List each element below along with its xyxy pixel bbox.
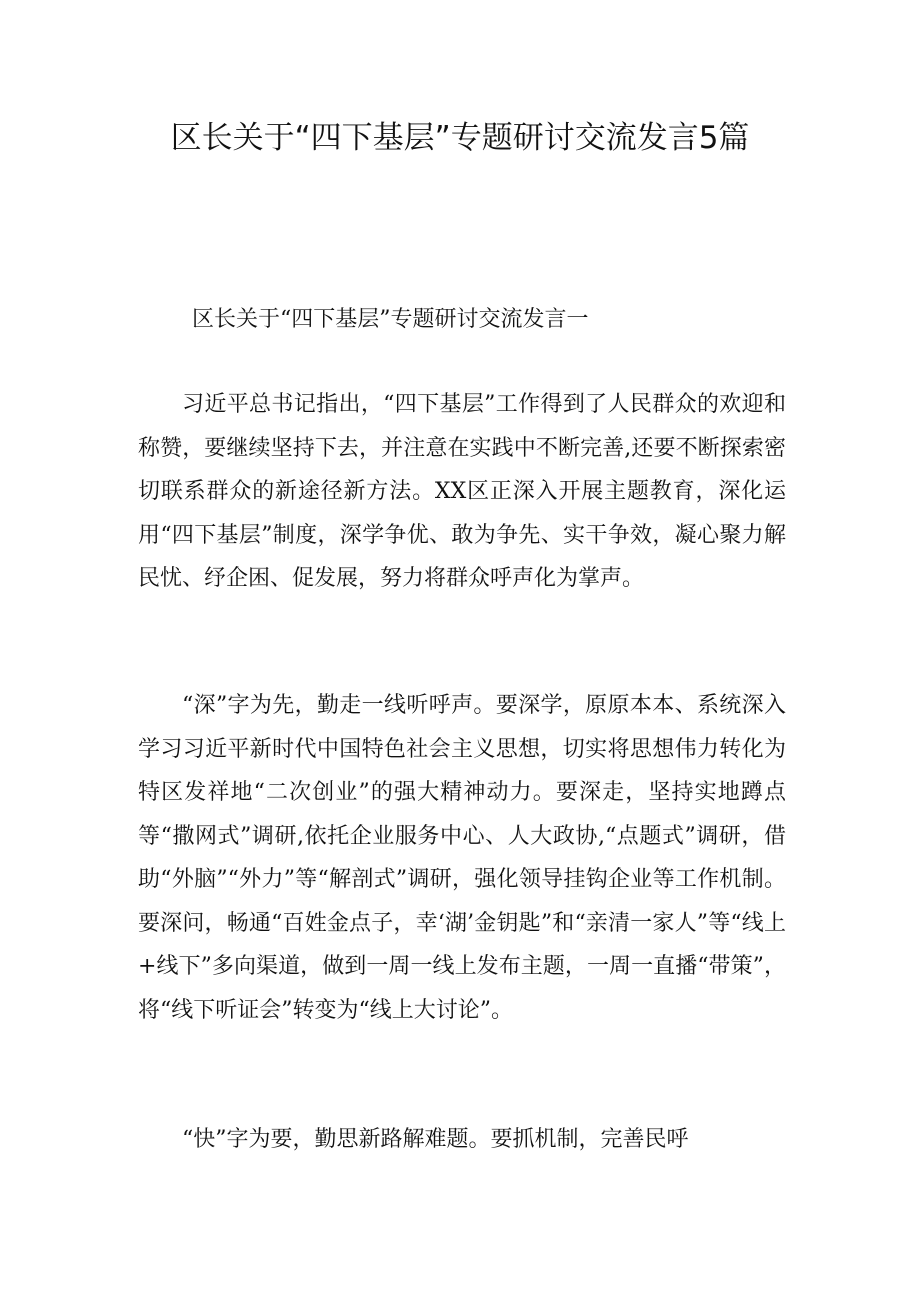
body-paragraph: “深”字为先，勤走一线听呼声。要深学，原原本本、系统深入学习习近平新时代中国特色社会主义思想，切实将思想伟力转化为特区发祥地“二次创业”的强大精神动力。要深走，坚持实地蹲点等“撒网式”调研,依托企业服务中心、人大政协,“点题式”调研，借助“外脑”“外力”等“解剖式”调研，强化领导挂钩企业等工作机制。要深问，畅通“百姓金点子，幸‘湖’金钥匙”和“亲清一家人”等“线上+线下”多向渠道，做到一周一线上发布主题，一周一直播“带策”，将“线下听证会”转变为“线上大讨论”。 bbox=[138, 693, 787, 1023]
section-subheading: 区长关于“四下基层”专题研讨交流发言一 bbox=[192, 307, 589, 332]
body-paragraph: “快”字为要，勤思新路解难题。要抓机制，完善民呼 bbox=[182, 1127, 689, 1152]
document-title: 区长关于“四下基层”专题研讨交流发言5篇 bbox=[170, 120, 750, 156]
body-paragraph: 习近平总书记指出，“四下基层”工作得到了人民群众的欢迎和称赞，要继续坚持下去，并注意在实践中不断完善,还要不断探索密切联系群众的新途径新方法。XX区正深入开展主题教育，深化运用“四下基层”制度，深学争优、敢为争先、实干争效，凝心聚力解民忧、纾企困、促发展，努力将群众呼声化为掌声。 bbox=[138, 392, 786, 591]
